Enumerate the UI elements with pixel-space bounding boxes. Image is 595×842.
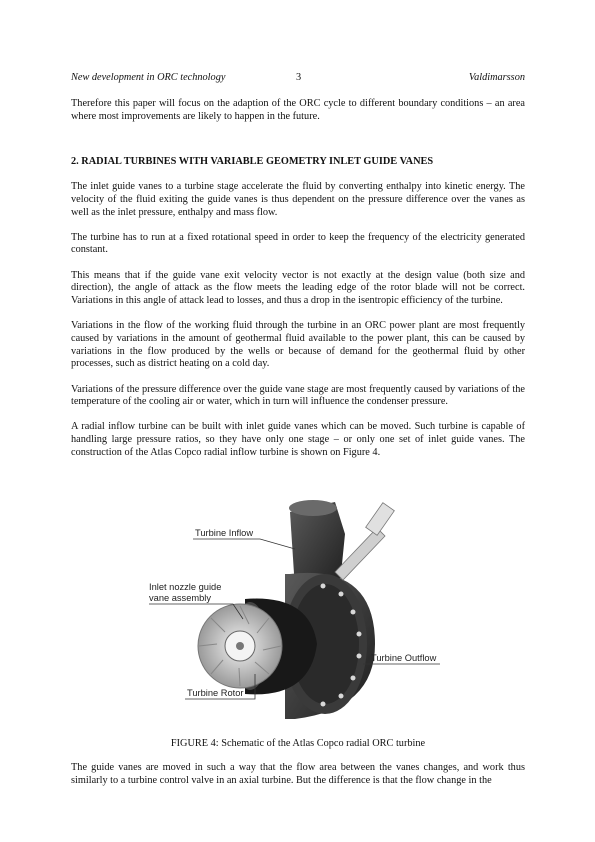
paragraph: The inlet guide vanes to a turbine stage accelerate the fluid by converting enthalpy into kinetic energy. The velocity of the fluid exiting the guide vanes is thus dependent on the pressure difference over the vanes as well as the inlet pressure, enthalpy and mass flow. xyxy=(71,181,525,218)
section-heading: 2. RADIAL TURBINES WITH VARIABLE GEOMETRY INLET GUIDE VANES xyxy=(71,156,434,168)
figure-caption: FIGURE 4: Schematic of the Atlas Copco radial ORC turbine xyxy=(170,738,426,749)
header-author: Valdimarsson xyxy=(468,72,525,83)
paragraph: A radial inflow turbine can be built with inlet guide vanes which can be moved. Such turbine is capable of handling large pressure ratios, so they have only one stage – or only one set of inlet guide vanes. The construction of the Atlas Copco radial inflow turbine is shown on Figure 4. xyxy=(71,421,525,458)
page-number: 3 xyxy=(296,72,302,83)
label-turbine-rotor: Turbine Rotor xyxy=(187,688,244,698)
paragraph: Variations of the pressure difference over the guide vane stage are most frequently caused by variations of the temperature of the cooling air or water, which in turn will influence the condenser pressure. xyxy=(71,383,525,408)
label-nozzle-line1: Inlet nozzle guide xyxy=(149,582,222,592)
label-turbine-outflow: Turbine Outflow xyxy=(371,653,437,663)
turbine-figure xyxy=(145,494,450,734)
running-header xyxy=(71,72,525,86)
header-title: New development in ORC technology xyxy=(71,72,226,83)
paragraph: The turbine has to run at a fixed rotational speed in order to keep the frequency of the electricity generated constant. xyxy=(71,231,525,256)
turbine-schematic-image xyxy=(145,494,450,734)
label-turbine-inflow: Turbine Inflow xyxy=(195,528,254,538)
paragraph: Variations in the flow of the working fluid through the turbine in an ORC power plant are most frequently caused by variations in the amount of geothermal fluid available to the power plant, this can be caused by variations in the flow produced by the wells or because of demand for the geothermal fluid by other processes, such as district heating on a cold day. xyxy=(71,320,525,370)
body-text xyxy=(71,98,525,472)
paragraph: This means that if the guide vane exit velocity vector is not exactly at the design value (both size and direction), the angle of attack as the flow meets the leading edge of the rotor blade will not be correct. Variations in this angle of attack lead to losses, and thus a drop in the isentropic efficiency of the turbine. xyxy=(71,269,525,307)
bottom-paragraph: The guide vanes are moved in such a way that the flow area between the vanes changes, and work thus similarly to a turbine control valve in an axial turbine. But the difference is that the flow change in the xyxy=(71,762,525,786)
label-nozzle-line2: vane assembly xyxy=(149,593,212,603)
intro-paragraph: Therefore this paper will focus on the adaption of the ORC cycle to different boundary conditions – an area where most improvements are likely to happen in the future. xyxy=(71,98,525,122)
